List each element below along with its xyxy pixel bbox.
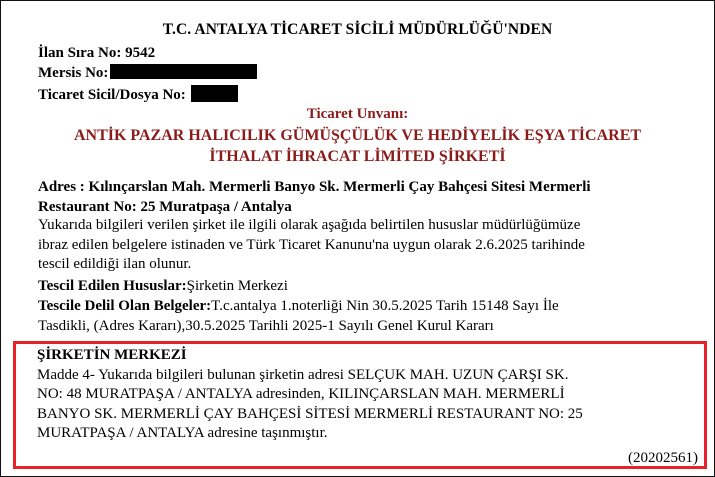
company-address bbox=[38, 178, 708, 217]
supporting-documents-value: T.c.antalya 1.noterliği Nin 30.5.2025 Tarih 15148 Sayı İle bbox=[211, 298, 559, 314]
registered-items bbox=[38, 277, 708, 297]
address-line-2: Restaurant No: 25 Muratpaşa / Antalya bbox=[38, 198, 292, 215]
notice-line-2: ibraz edilen belgelere istinaden ve Türk Ticaret Kanunu'na uygun olarak 2.6.2025 tarihinde bbox=[38, 236, 585, 253]
supporting-documents-line-1 bbox=[38, 297, 708, 317]
notice-paragraph bbox=[38, 216, 708, 275]
trade-name-line-1: ANTİK PAZAR HALICILIK GÜMÜŞÇÜLÜK VE HEDİYELİK EŞYA TİCARET bbox=[73, 127, 642, 144]
supporting-documents-label: Tescile Delil Olan Belgeler: bbox=[38, 298, 212, 314]
registered-items-value: Şirketin Merkezi bbox=[186, 278, 288, 294]
trade-registry-redaction bbox=[191, 85, 238, 102]
section-title: ŞİRKETİN MERKEZİ bbox=[37, 347, 187, 363]
article-line-1: Madde 4- Yukarıda bilgileri bulunan şirketin adresi SELÇUK MAH. UZUN ÇARŞI SK. bbox=[37, 366, 569, 383]
mersis-redaction bbox=[110, 64, 257, 79]
article-line-4: MURATPAŞA / ANTALYA adresine taşınmıştır. bbox=[37, 425, 328, 441]
address-line-1: Adres : Kılınçarslan Mah. Mermerli Banyo Sk. Mermerli Çay Bahçesi Sitesi Mermerli bbox=[38, 179, 591, 195]
announcement-number-value: 9542 bbox=[125, 45, 156, 61]
trade-name bbox=[1, 125, 714, 167]
supporting-documents bbox=[38, 297, 708, 336]
trade-registry-number-label: Ticaret Sicil/Dosya No: bbox=[38, 87, 186, 103]
company-headquarters-section bbox=[37, 346, 700, 444]
mersis-number-label: Mersis No: bbox=[38, 65, 109, 81]
supporting-documents-line-2: Tasdikli, (Adres Kararı),30.5.2025 Tarihli 2025-1 Sayılı Genel Kurul Kararı bbox=[38, 317, 494, 334]
announcement-number-label: İlan Sıra No: bbox=[38, 45, 122, 61]
article-line-2: NO: 48 MURATPAŞA / ANTALYA adresinden, KILINÇARSLAN MAH. MERMERLİ bbox=[37, 386, 565, 402]
notice-line-1: Yukarıda bilgileri verilen şirket ile ilgili olarak aşağıda belirtilen hususlar müdürlüğümüze bbox=[38, 217, 581, 233]
notice-line-3: tescil edildiği ilan olunur. bbox=[38, 256, 192, 272]
registry-office-title: T.C. ANTALYA TİCARET SİCİLİ MÜDÜRLÜĞÜ'NDEN bbox=[162, 21, 553, 38]
registration-number: (20202561) bbox=[628, 450, 698, 466]
trade-name-line-2: İTHALAT İHRACAT LİMİTED ŞİRKETİ bbox=[209, 148, 506, 165]
mersis-number bbox=[38, 64, 257, 82]
article-line-3: BANYO SK. MERMERLİ ÇAY BAHÇESİ SİTESİ MERMERLİ RESTAURANT NO: 25 bbox=[37, 405, 583, 422]
announcement-number bbox=[38, 44, 155, 62]
trade-registry-number bbox=[38, 85, 238, 104]
trade-name-label: Ticaret Unvanı: bbox=[306, 106, 409, 122]
registered-items-label: Tescil Edilen Hususlar: bbox=[38, 278, 187, 294]
